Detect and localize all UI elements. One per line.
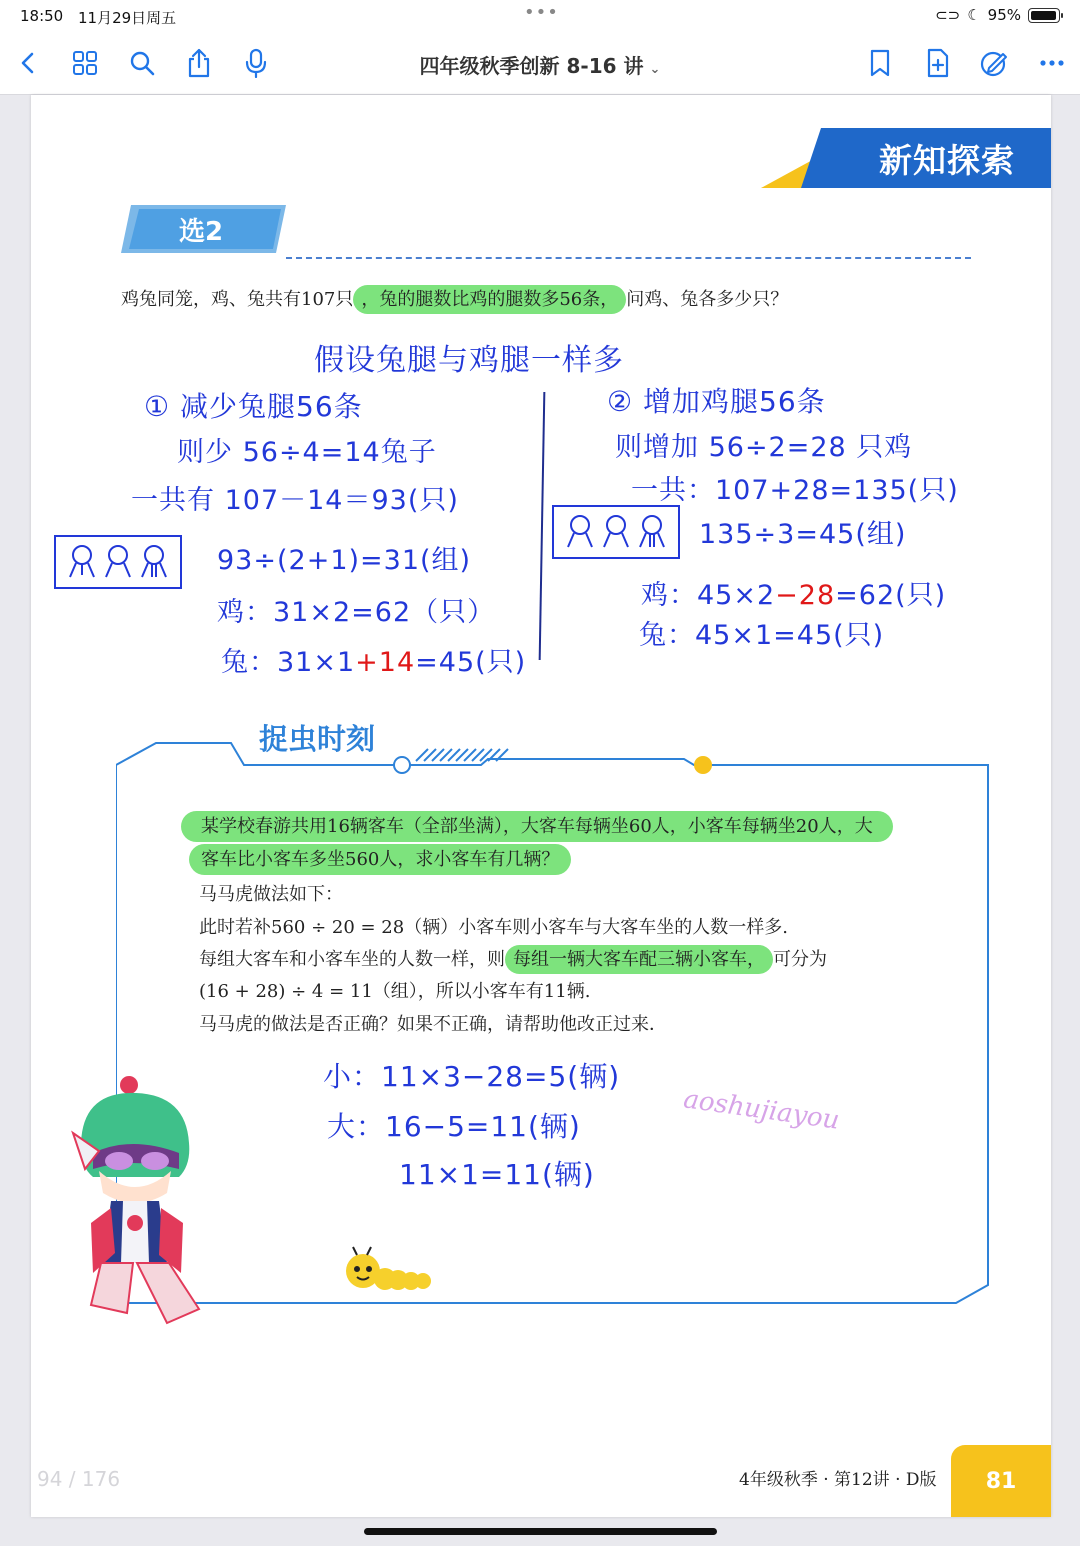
handwritten-left-line xyxy=(221,640,526,679)
handwritten-answer-line: 小：11×3−28=5(辆) xyxy=(323,1060,621,1093)
bookmark-icon[interactable] xyxy=(862,45,898,81)
page-footer: 4年级秋季 · 第12讲 · D版 xyxy=(739,1470,937,1490)
cartoon-character-icon xyxy=(71,1073,241,1328)
link-icon: ⊂⊃ xyxy=(935,6,961,24)
more-icon[interactable] xyxy=(1034,45,1070,81)
watermark: aoshujiayou xyxy=(681,1084,842,1136)
stick-figures-icon xyxy=(56,537,180,587)
problem-line xyxy=(189,845,571,871)
dashed-divider xyxy=(286,257,971,259)
status-date: 11月29日周五 xyxy=(78,9,177,27)
handwritten-segment: 兔：31×1 xyxy=(221,647,356,678)
highlighted-text: ，兔的腿数比鸡的腿数多56条， xyxy=(353,285,626,314)
app-toolbar xyxy=(0,32,1080,95)
highlighted-text: 某学校春游共用16辆客车（全部坐满），大客车每辆坐60人，小客车每辆坐20人，大 xyxy=(181,811,893,842)
handwritten-right-line: 兔：45×1=45(只) xyxy=(639,620,885,651)
handwritten-answer-line: 11×1=11(辆) xyxy=(399,1158,595,1191)
handwritten-segment: =62(只) xyxy=(835,580,947,611)
search-icon[interactable] xyxy=(124,45,160,81)
handwritten-left-line: 则少 56÷4=14兔子 xyxy=(177,437,437,468)
highlighted-text: 客车比小客车多坐560人，求小客车有几辆？ xyxy=(189,844,571,875)
add-page-icon[interactable] xyxy=(920,45,956,81)
handwritten-segment: 鸡：45×2 xyxy=(641,580,776,611)
question-part: 鸡兔同笼，鸡、兔共有107只 xyxy=(121,289,354,310)
status-time: 18:50 xyxy=(20,7,64,25)
bug-section-title: 捉虫时刻 xyxy=(259,722,376,756)
handwritten-answer-line: 大：16−5=11(辆) xyxy=(327,1110,581,1143)
document-title-text: 四年级秋季创新 8-16 讲 xyxy=(419,54,644,78)
handwritten-assumption: 假设兔腿与鸡腿一样多 xyxy=(314,343,624,378)
moon-icon: ☾ xyxy=(967,6,981,24)
highlighted-text: 每组一辆大客车配三辆小客车， xyxy=(505,945,773,974)
home-indicator[interactable] xyxy=(364,1528,717,1535)
question-part: 问鸡、兔各多少只？ xyxy=(626,289,789,310)
stick-figures-icon xyxy=(554,507,678,557)
page-counter: 94 / 176 xyxy=(37,1467,121,1491)
battery-icon xyxy=(1028,8,1060,23)
caterpillar-icon xyxy=(343,1245,435,1297)
chevron-down-icon: ⌄ xyxy=(649,62,661,77)
group-drawing-box xyxy=(54,535,182,589)
handwritten-red-segment: −28 xyxy=(775,580,836,611)
handwritten-left-line: ① 减少兔腿56条 xyxy=(144,390,363,423)
grid-icon[interactable] xyxy=(67,45,103,81)
handwritten-right-line: 则增加 56÷2=28 只鸡 xyxy=(615,432,913,463)
handwritten-right-line: ② 增加鸡腿56条 xyxy=(607,385,826,418)
problem-line xyxy=(181,812,893,838)
handwritten-right-line: 135÷3=45(组) xyxy=(699,519,907,550)
banner-title: 新知探索 xyxy=(879,141,1015,180)
handwritten-left-line: 一共有 107－14＝93(只) xyxy=(131,485,459,516)
handwritten-right-line: 一共：107+28=135(只) xyxy=(631,475,959,506)
handwritten-red-segment: +14 xyxy=(355,647,416,678)
handwritten-divider-line xyxy=(539,392,546,660)
battery-percent: 95% xyxy=(987,6,1021,24)
share-icon[interactable] xyxy=(181,45,217,81)
handwritten-right-line xyxy=(641,573,946,612)
solution-part: 可分为 xyxy=(773,949,827,970)
document-title[interactable] xyxy=(380,50,700,79)
solution-line: 此时若补560 ÷ 20 = 28（辆）小客车则小客车与大客车坐的人数一样多. xyxy=(199,917,788,938)
section-tag: 选2 xyxy=(179,217,224,247)
solution-line: 马马虎做法如下： xyxy=(199,884,343,905)
back-icon[interactable] xyxy=(10,45,46,81)
document-page[interactable] xyxy=(31,95,1051,1517)
handwritten-left-line: 93÷(2+1)=31(组) xyxy=(217,545,472,576)
group-drawing-box xyxy=(552,505,680,559)
solution-part: 每组大客车和小客车坐的人数一样，则 xyxy=(199,949,505,970)
handwritten-segment: =45(只) xyxy=(415,647,527,678)
multitask-dots-icon[interactable]: ••• xyxy=(524,2,559,23)
status-bar xyxy=(0,0,1080,32)
solution-line: 马马虎的做法是否正确？如果不正确，请帮助他改正过来． xyxy=(199,1014,667,1035)
page-number: 81 xyxy=(951,1445,1051,1517)
microphone-icon[interactable] xyxy=(238,45,274,81)
solution-line xyxy=(199,945,827,971)
question-text xyxy=(121,285,788,311)
markup-icon[interactable] xyxy=(976,45,1012,81)
handwritten-left-line: 鸡：31×2=62（只） xyxy=(217,597,496,628)
solution-line: (16 + 28) ÷ 4 = 11（组），所以小客车有11辆. xyxy=(199,981,591,1002)
